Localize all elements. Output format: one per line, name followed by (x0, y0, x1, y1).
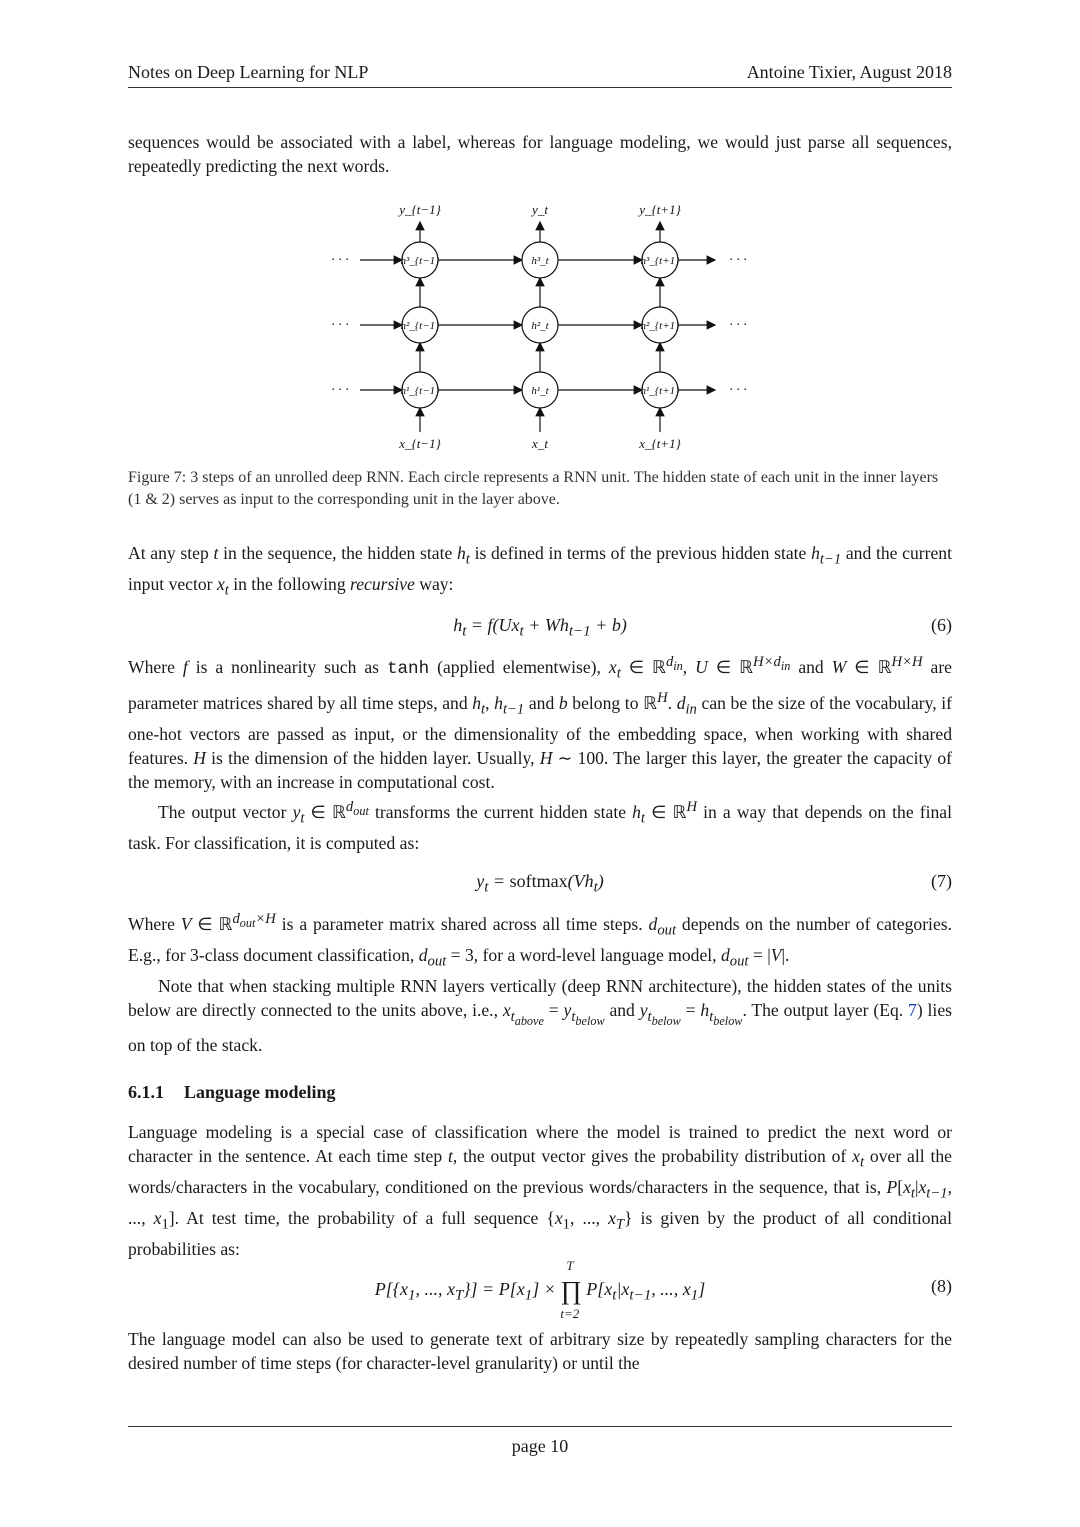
header-title: Notes on Deep Learning for NLP (128, 62, 369, 82)
equation-6-body: $h_t = f(Ux_t + Wh_{t-1} + b)$ (453, 615, 627, 640)
unit-label: h²_{t+1} (640, 320, 680, 332)
unit-label: h³_t (531, 255, 549, 267)
input-label: x_{t−1} (399, 436, 441, 451)
output-label: y_t (532, 202, 548, 217)
running-header (128, 62, 952, 88)
page-number: page 10 (511, 1436, 569, 1456)
equation-7-body: $y_t$ = $softmax(Vh_t)$ (476, 871, 604, 896)
ellipsis-right: · · · (729, 383, 747, 398)
hidden-state-paragraph: At any step t in the sequence, the hidden state $h_t$ is defined in terms of the previous hidden state $h_{t-1}$ and the current input vector $x_t$ in the following recursive way: (128, 543, 952, 599)
ellipsis-right: · · · (729, 253, 747, 268)
output-label: y_{t−1} (399, 202, 441, 217)
unit-label: h²_{t−1} (400, 320, 440, 332)
unit-label: h³_{t+1} (640, 255, 680, 267)
header-rule (128, 87, 952, 88)
equation-8-body: $P[\{x_1$, ..., $x_T\}] = P[x_1]$ × ∏ T t=2 $P[x_t|x_{t-1}$, ..., $x_1$] (374, 1258, 706, 1321)
unit-label: h²_t (531, 320, 549, 332)
footer-rule (128, 1426, 952, 1427)
equation-6-number: (6) (931, 615, 952, 635)
section-number: 6.1.1 (128, 1082, 164, 1102)
where-f-paragraph: Where f is a nonlinearity such as tanh (applied elementwise), $x_t$ ∈ ℝ$^{d_{in}}$, U ∈ ℝ$^{H\times d_{in}}$ and W ∈ ℝ$^{H\times H}$ are parameter matrices shared by all time steps, and $h_t$, $h_{t-1}$ and b belong to ℝ$^H$. $d_{in}$ can be the size of the vocabulary, if one-hot vectors are passed as input, or the dimensionality of the embedding space, when working with shared features. H is the dimension of the hidden layer. Usually, H ∼ 100. The larger this layer, the greater the capacity of the memory, with an increase in computational cost. The output vector $y_t$ ∈ ℝ$^{d_{out}}$ transforms the current hidden state $h_t$ ∈ ℝ$^H$ in a way that depends on the final task. For classification, it is computed as: (128, 654, 953, 853)
unit-label: h¹_{t−1} (400, 385, 440, 397)
generate-paragraph: The language model can also be used to generate text of arbitrary size by repeatedly sampling characters for the desired number of time steps (for character-level granularity) or until the (128, 1329, 952, 1374)
ellipsis-left: · · · (331, 253, 349, 268)
output-label: y_{t+1} (639, 202, 681, 217)
header-author-date: Antoine Tixier, August 2018 (746, 62, 952, 82)
equation-8-number: (8) (931, 1276, 952, 1296)
eq-7-link[interactable]: 7 (908, 1000, 917, 1021)
unit-label: h¹_{t+1} (640, 385, 680, 397)
input-label: x_t (532, 436, 548, 451)
language-modeling-paragraph: Language modeling is a special case of classification where the model is trained to predict the next word or character in the sentence. At each time step t, the output vector gives the probability distribution of $x_t$ over all the words/characters in the vocabulary, conditioned on the previous words/characters in the sequence, that is, $P[x_t|x_{t-1}$, ..., $x_1$]. At test time, the probability of a full sequence {$x_1$, ..., $x_T$} is given by the product of all conditional probabilities as: (128, 1122, 952, 1260)
ellipsis-left: · · · (331, 383, 349, 398)
input-label: x_{t+1} (639, 436, 681, 451)
unit-label: h³_{t−1} (400, 255, 440, 267)
equation-6 (128, 615, 952, 645)
figure-caption: Figure 7: 3 steps of an unrolled deep RNN. Each circle represents a RNN unit. The hidden state of each unit in the inner layers (1 & 2) serves as input to the corresponding unit in the layer above. (128, 469, 939, 508)
equation-8 (128, 1258, 952, 1321)
section-title: Language modeling (184, 1082, 336, 1102)
deep-rnn-figure (300, 196, 780, 460)
unit-label: h¹_t (531, 385, 549, 397)
ellipsis-left: · · · (331, 318, 349, 333)
section-heading (128, 1082, 356, 1103)
where-v-paragraph: Where V ∈ ℝ$^{d_{out}\times H}$ is a parameter matrix shared across all time steps. $d_{out}$ depends on the number of categories. E.g., for 3-class document classification, $d_{out} = 3$, for a word-level language model, $d_{out} = |V|$. Note that when stacking multiple RNN layers vertically (deep RNN architecture), the hidden states of the units below are directly connected to the units above, i.e., $x_{t_{above}} = y_{t_{below}}$ and $y_{t_{below}} = h_{t_{below}}$. The output layer (Eq. 7) lies on top of the stack. (128, 911, 952, 1055)
ellipsis-right: · · · (729, 318, 747, 333)
equation-7 (128, 871, 952, 901)
equation-7-number: (7) (931, 871, 952, 891)
intro-paragraph: sequences would be associated with a label, whereas for language modeling, we would just parse all sequences, repeatedly predicting the next words. (128, 132, 952, 177)
